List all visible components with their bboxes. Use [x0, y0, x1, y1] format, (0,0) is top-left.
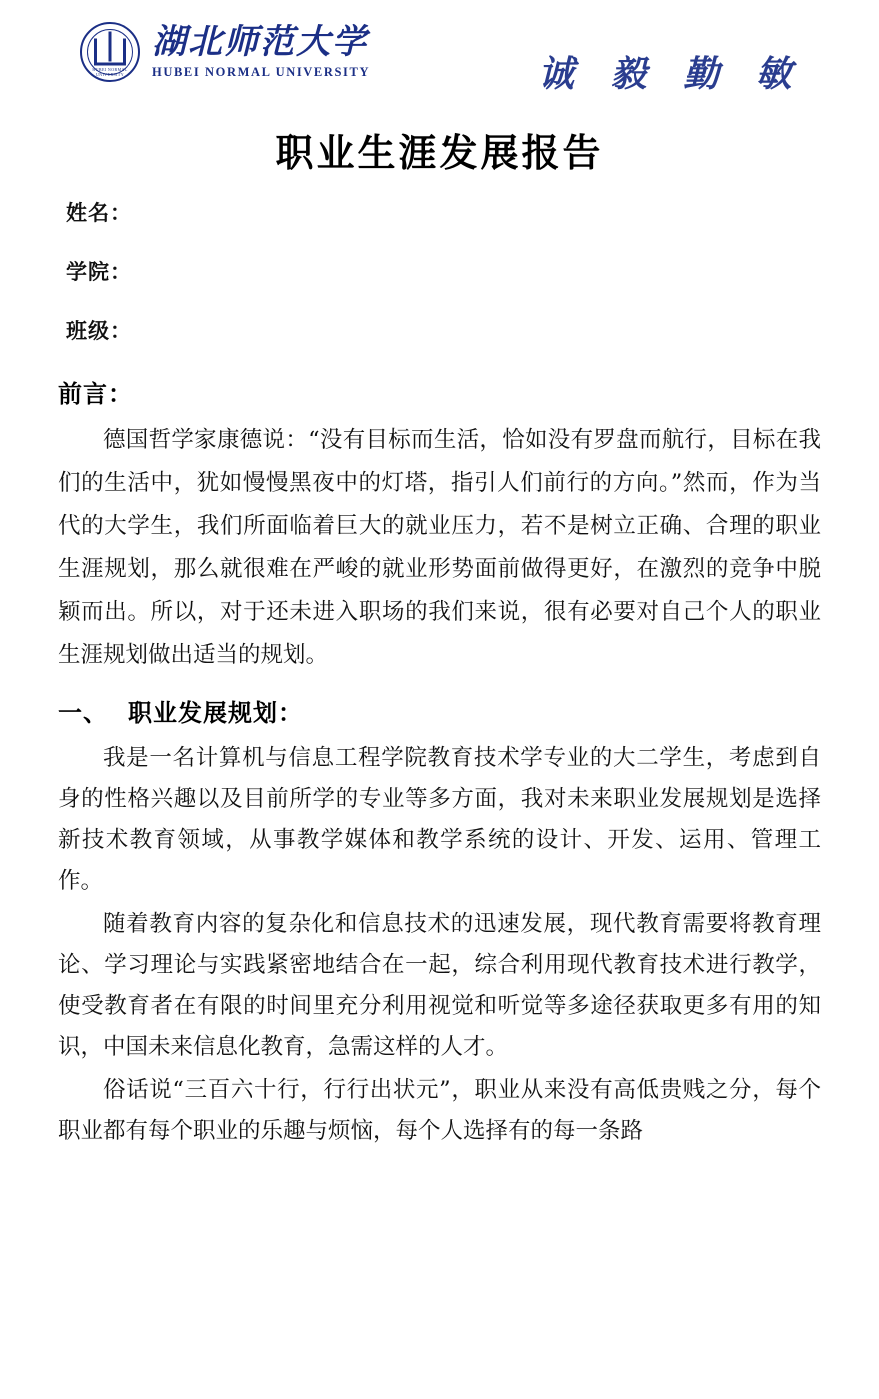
document-header: [58, 22, 821, 108]
section-one-title: 职业发展规划：: [128, 699, 303, 727]
form-fields: [66, 197, 821, 345]
page-title: 职业生涯发展报告: [275, 131, 604, 175]
university-name-block: [152, 22, 371, 80]
university-name-cn: 湖北师范大学: [152, 22, 368, 63]
preface-paragraph: 德国哲学家康德说：“没有目标而生活，恰如没有罗盘而航行，目标在我们的生活中，犹如慢慢黑夜中的灯塔，指引人们前行的方向。”然而，作为当代的大学生，我们所面临着巨大的就业压力，若不是树立正确、合理的职业生涯规划，那么就很难在严峻的就业形势面前做得更好，在激烈的竞争中脱颖而出。所以，对于还未进入职场的我们来说，很有必要对自己个人的职业生涯规划做出适当的规划。: [58, 427, 821, 668]
field-class: 班级：: [66, 319, 132, 343]
preface-heading: 前言：: [58, 380, 133, 408]
section-one-paragraph-2: 随着教育内容的复杂化和信息技术的迅速发展，现代教育需要将教育理论、学习理论与实践紧密地结合在一起，综合利用现代教育技术进行教学，使受教育者在有限的时间里充分利用视觉和听觉等多途径获取更多有用的知识，中国未来信息化教育，急需这样的人才。: [58, 911, 821, 1060]
section-one-paragraph-3: 俗话说“三百六十行，行行出状元”，职业从来没有高低贵贱之分，每个职业都有每个职业的乐趣与烦恼，每个人选择有的每一条路: [58, 1077, 821, 1144]
seal-emblem-shape: [94, 39, 126, 66]
university-motto: 诚 毅 勤 敏: [538, 53, 804, 95]
university-logo: [80, 22, 370, 82]
section-one-paragraph-1: 我是一名计算机与信息工程学院教育技术学专业的大二学生，考虑到自身的性格兴趣以及目前所学的专业等多方面，我对未来职业发展规划是选择新技术教育领域，从事教学媒体和教学系统的设计、开发、运用、管理工作。: [58, 745, 821, 894]
section-one-number: 一、: [58, 699, 108, 727]
university-name-en: HUBEI NORMAL UNIVERSITY: [152, 65, 371, 80]
field-college: 学院：: [66, 260, 132, 284]
seal-arc-label: HUBEI NORMAL UNIVERSITY: [92, 67, 128, 77]
field-name: 姓名：: [66, 201, 132, 225]
section-one-heading: [58, 693, 821, 728]
university-seal-icon: [80, 22, 140, 82]
